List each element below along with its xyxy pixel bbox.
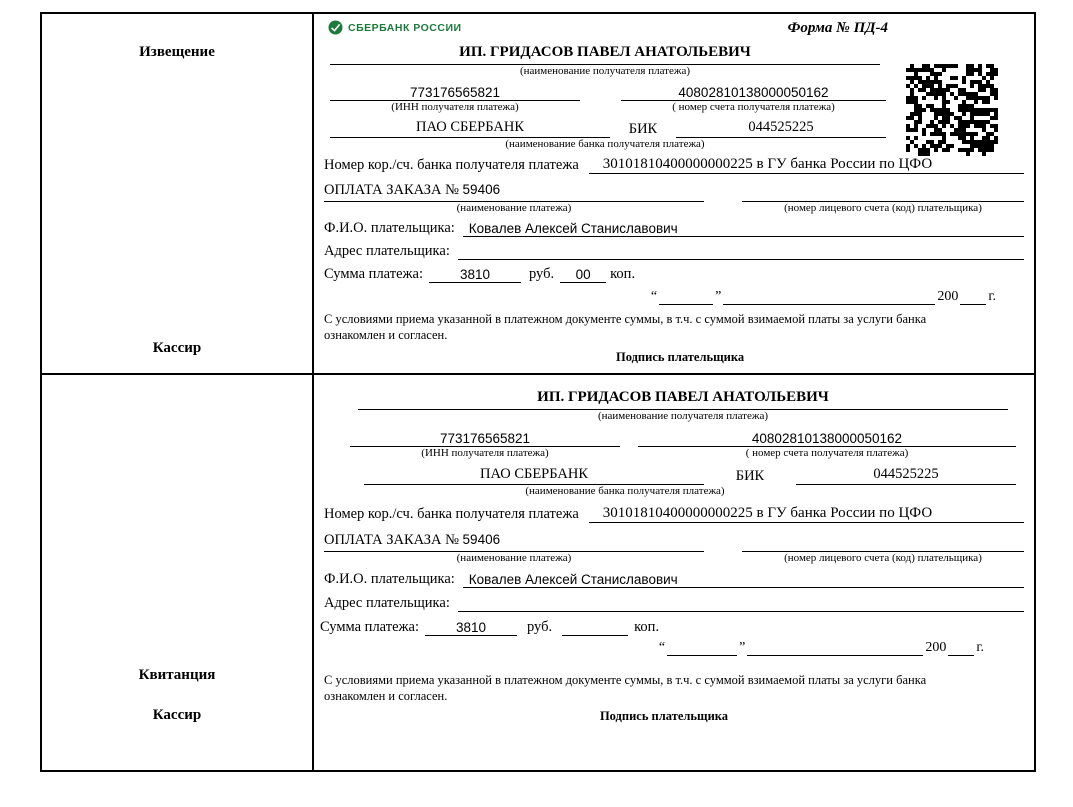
rub-label: руб. [529,266,555,282]
date-month-line-2 [747,640,923,656]
payment-form-pd4 [40,12,1036,772]
payee-name-caption: (наименование получателя платежа) [519,65,691,77]
form-number-label: Форма № ПД-4 [787,20,888,36]
payee-name: ИП. ГРИДАСОВ ПАВЕЛ АНАТОЛЬЕВИЧ [330,44,880,65]
payer-signature-label: Подпись плательщика [616,350,745,364]
rub-label-2: руб. [527,619,553,635]
year-prefix: 200 [937,289,959,304]
payer-name-value: Ковалев Алексей Станиславович [463,221,1024,237]
notice-label: Извещение [139,44,215,60]
payer-address-value-2 [458,596,1024,612]
corr-account-label: Номер кор./сч. банка получателя платежа [324,157,579,173]
bank-caption: (наименование банка получателя платежа) [505,138,705,150]
personal-account-line-2 [742,536,1024,552]
sum-rub-value-2: 3810 [425,620,517,636]
account-value: 40802810138000050162 [621,85,886,101]
sberbank-logo [328,20,462,35]
quote-close: ” [715,289,722,304]
personal-account-line [742,186,1024,202]
sberbank-logo-icon [328,20,343,35]
sum-label: Сумма платежа: [324,266,423,282]
date-day-line [659,289,713,305]
year-suffix-2: г. [976,640,984,655]
corr-account-value-2: 30101810400000000225 в ГУ банка России по ЦФО [589,505,1024,523]
account-caption-2: ( номер счета получателя платежа) [745,447,909,459]
payer-signature-label-2: Подпись плательщика [599,708,729,723]
inn-value: 773176565821 [330,85,580,101]
receipt-label: Квитанция [138,667,216,683]
inn-value-2: 773176565821 [350,431,620,447]
kop-label-2: коп. [634,619,660,635]
bank-name-value-2: ПАО СБЕРБАНК [364,466,704,485]
corr-account-value: 30101810400000000225 в ГУ банка России по ЦФО [589,156,1024,174]
payer-name-label-2: Ф.И.О. плательщика: [324,571,455,587]
account-caption: ( номер счета получателя платежа) [672,101,835,113]
bik-label-2: БИК [735,468,765,484]
sum-rub-value: 3810 [429,267,521,283]
cashier-label-2: Кассир [152,707,202,723]
kop-label: коп. [610,266,636,282]
payee-name-caption-2: (наименование получателя платежа) [597,410,769,422]
notice-section [314,14,1034,375]
quote-close-2: ” [739,640,746,655]
quote-open: “ [650,289,658,304]
receipt-stub [42,375,314,770]
qr-code [906,64,998,156]
payment-name-caption-2: (наименование платежа) [456,552,572,564]
payment-name-caption: (наименование платежа) [456,202,572,214]
bik-value: 044525225 [676,119,886,138]
bank-caption-2: (наименование банка получателя платежа) [525,485,725,497]
notice-stub [42,14,314,375]
sberbank-logo-text: СБЕРБАНК РОССИИ [348,21,462,34]
date-day-line-2 [667,640,737,656]
agreement-text: С условиями приема указанной в платежном документе суммы, в т.ч. с суммой взимаемой платы за услуги банка ознакомлен и согласен. [324,312,927,343]
payer-address-value [458,244,1024,260]
order-number-value-2: 59406 [462,532,501,547]
payer-name-label: Ф.И.О. плательщика: [324,220,455,236]
sum-kop-value-2 [562,635,628,636]
payee-name-2: ИП. ГРИДАСОВ ПАВЕЛ АНАТОЛЬЕВИЧ [358,389,1008,410]
date-month-line [723,289,935,305]
year-suffix: г. [988,289,996,304]
quote-open-2: “ [658,640,666,655]
bank-name-value: ПАО СБЕРБАНК [330,119,610,138]
year-line-2 [948,640,974,656]
cashier-label: Кассир [152,340,202,356]
inn-caption: (ИНН получателя платежа) [391,101,519,113]
sum-label-2: Сумма платежа: [320,619,419,635]
year-line [960,289,986,305]
personal-account-caption-2: (номер лицевого счета (код) плательщика) [784,552,982,564]
payment-name-line [324,182,704,202]
payer-address-label-2: Адрес плательщика: [324,595,450,611]
payer-address-label: Адрес плательщика: [324,243,450,259]
agreement-text-2: С условиями приема указанной в платежном документе суммы, в т.ч. с суммой взимаемой платы за услуги банка ознакомлен и согласен. [324,673,927,704]
bik-value-2: 044525225 [796,466,1016,485]
personal-account-caption: (номер лицевого счета (код) плательщика) [784,202,982,214]
payer-name-value-2: Ковалев Алексей Станиславович [463,572,1024,588]
account-value-2: 40802810138000050162 [638,431,1016,447]
bik-label: БИК [628,121,658,137]
payment-name-label-2: ОПЛАТА ЗАКАЗА № [324,532,459,548]
year-prefix-2: 200 [925,640,947,655]
sum-kop-value: 00 [560,267,606,283]
order-number-value: 59406 [462,182,501,197]
payment-name-line-2 [324,532,704,552]
payment-name-label: ОПЛАТА ЗАКАЗА № [324,182,459,198]
corr-account-label-2: Номер кор./сч. банка получателя платежа [324,506,579,522]
receipt-section [314,375,1034,770]
inn-caption-2: (ИНН получателя платежа) [421,447,549,459]
